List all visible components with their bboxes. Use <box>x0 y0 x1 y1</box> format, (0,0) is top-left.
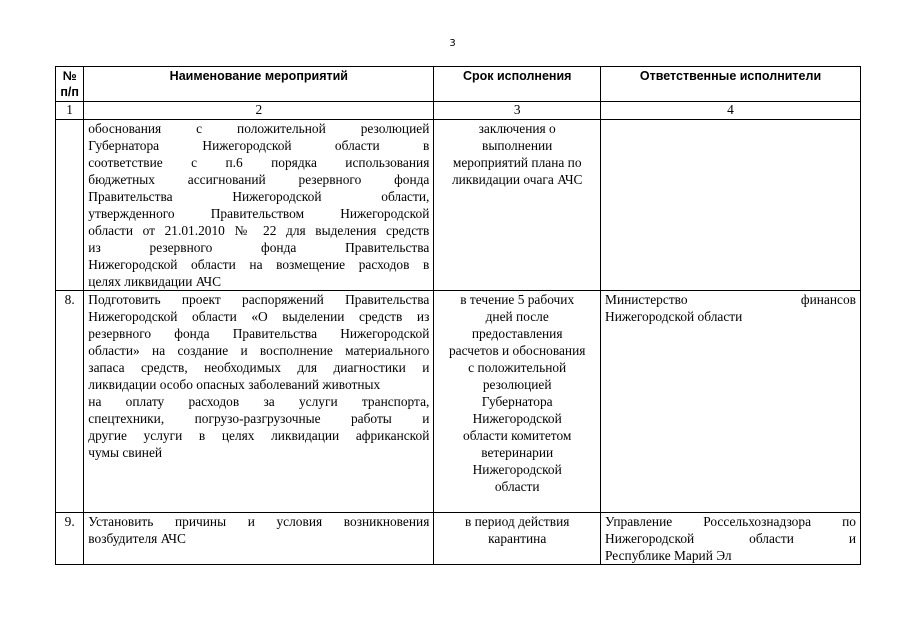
column-number: 3 <box>434 102 601 120</box>
text-line: области от 21.01.2010 № 22 для выделения средств <box>88 223 430 238</box>
header-name: Наименование мероприятий <box>84 67 434 102</box>
text-line: области <box>494 479 540 494</box>
text-line: бюджетных ассигнований резервного фонда <box>88 172 430 187</box>
header-responsible: Ответственные исполнители <box>601 67 861 102</box>
text-line: в течение 5 рабочих <box>460 292 575 307</box>
text-line: Нижегородской <box>472 462 562 477</box>
column-number: 4 <box>601 102 861 120</box>
text-line: Министерство финансов <box>605 292 856 307</box>
text-line: чумы свиней <box>88 445 163 460</box>
text-line: в период действия <box>464 514 570 529</box>
text-line: ликвидации особо опасных заболеваний животных <box>88 377 381 392</box>
header-deadline: Срок исполнения <box>434 67 601 102</box>
text-line: Управление Россельхознадзора по <box>605 514 856 529</box>
text-line: целях ликвидации АЧС <box>88 274 222 289</box>
text-line: возбудителя АЧС <box>88 531 186 546</box>
text-line: другие услуги в целях ликвидации африканской <box>88 428 430 443</box>
text-line: спецтехники, погрузо-разгрузочные работы и <box>88 411 430 426</box>
text-line: карантина <box>488 531 547 546</box>
table-row <box>56 291 861 513</box>
text-line: Республике Марий Эл <box>605 548 732 563</box>
header-num: № п/п <box>56 67 84 102</box>
table-row <box>56 513 861 565</box>
text-line: расчетов и обоснования <box>448 343 586 358</box>
text-line: предоставления <box>471 326 563 341</box>
text-line: с положительной <box>468 360 567 375</box>
text-line: Губернатора Нижегородской области в <box>88 138 430 153</box>
text-line: соответствие с п.6 порядка использования <box>88 155 430 170</box>
page-number: 3 <box>449 38 456 49</box>
text-line: утвержденного Правительством Нижегородской <box>88 206 430 221</box>
text-line: Нижегородской области и <box>605 531 856 546</box>
column-number-row <box>56 102 861 120</box>
row-name-cell <box>84 513 434 565</box>
text-line: заключения о <box>478 121 556 136</box>
text-line: резолюцией <box>482 377 552 392</box>
text-line: Нижегородской области на возмещение расходов в <box>88 257 430 272</box>
row-responsible-cell <box>601 291 861 513</box>
row-number: 8. <box>56 291 84 513</box>
text-line: запаса средств, необходимых для диагностики и <box>88 360 430 375</box>
text-line: резервного фонда Правительства Нижегородской <box>88 326 430 341</box>
row-name-cell <box>84 120 434 291</box>
text-line: ветеринарии <box>481 445 554 460</box>
text-line: на оплату расходов за услуги транспорта, <box>88 394 430 409</box>
text-line: Нижегородской <box>472 411 562 426</box>
text-line: Правительства Нижегородской области, <box>88 189 430 204</box>
text-line: обоснования с положительной резолюцией <box>88 121 430 136</box>
text-line: области» на создание и восполнение материального <box>88 343 430 358</box>
text-line: Губернатора <box>481 394 553 409</box>
table-header-row <box>56 67 861 102</box>
text-line: Нижегородской области <box>605 309 743 324</box>
column-number: 2 <box>84 102 434 120</box>
text-line: из резервного фонда Правительства <box>88 240 430 255</box>
text-line: дней после <box>485 309 549 324</box>
plan-table <box>55 66 861 565</box>
text-line: Установить причины и условия возникновения <box>88 514 430 529</box>
text-line: Подготовить проект распоряжений Правительства <box>88 292 430 307</box>
text-line: выполнении <box>482 138 553 153</box>
text-line: мероприятий плана по <box>452 155 582 170</box>
row-responsible-cell <box>601 513 861 565</box>
column-number: 1 <box>56 102 84 120</box>
row-number: 9. <box>56 513 84 565</box>
row-name-cell <box>84 291 434 513</box>
text-line: области комитетом <box>463 428 572 443</box>
table-row <box>56 120 861 291</box>
row-number <box>56 120 84 291</box>
row-deadline-cell <box>434 120 601 291</box>
row-responsible-cell <box>601 120 861 291</box>
row-deadline-cell <box>434 291 601 513</box>
text-line: Нижегородской области «О выделении средств из <box>88 309 430 324</box>
row-deadline-cell <box>434 513 601 565</box>
text-line: ликвидации очага АЧС <box>451 172 583 187</box>
